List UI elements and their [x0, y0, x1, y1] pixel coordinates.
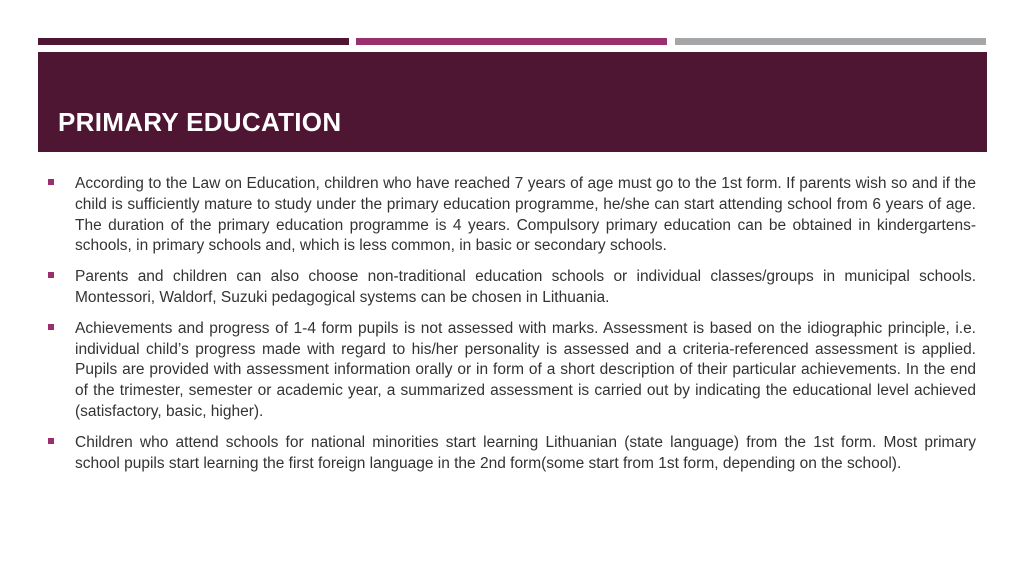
square-bullet-icon: [48, 324, 54, 330]
accent-bar-gray: [675, 38, 986, 45]
bullet-text: Achievements and progress of 1-4 form pupils is not assessed with marks. Assessment is based on the idiographic principle, i.e. individual child’s progress made with regard to his/her personality is assessed and a criteria-referenced assessment is applied. Pupils are provided with assessment information orally or in form of a short description of their particular achievements. In the end of the trimester, semester or academic year, a summarized assessment is carried out by indicating the educational level achieved (satisfactory, basic, higher).: [75, 319, 976, 420]
title-band: [38, 52, 987, 152]
slide-title: PRIMARY EDUCATION: [58, 107, 342, 137]
square-bullet-icon: [48, 272, 54, 278]
square-bullet-icon: [48, 438, 54, 444]
square-bullet-icon: [48, 179, 54, 185]
bullet-item: [48, 267, 976, 309]
bullet-text: Children who attend schools for national minorities start learning Lithuanian (state language) from the 1st form. Most primary school pupils start learning the first foreign language in the 2nd form(some start from 1st form, depending on the school).: [75, 433, 976, 472]
bullet-item: [48, 174, 976, 257]
bullet-list: [48, 174, 976, 484]
bullet-item: [48, 433, 976, 475]
bullet-item: [48, 319, 976, 423]
bullet-text: According to the Law on Education, children who have reached 7 years of age must go to the 1st form. If parents wish so and if the child is sufficiently mature to study under the primary education programme, he/she can start attending school from 6 years of age. The duration of the primary education programme is 4 years. Compulsory primary education can be obtained in kindergartens-schools, in primary schools and, which is less common, in basic or secondary schools.: [75, 175, 976, 255]
accent-bar-dark-plum: [38, 38, 349, 45]
bullet-text: Parents and children can also choose non-traditional education schools or individual classes/groups in municipal schools. Montessori, Waldorf, Suzuki pedagogical systems can be chosen in Lithuania.: [75, 268, 976, 306]
accent-bar-magenta: [356, 38, 667, 45]
